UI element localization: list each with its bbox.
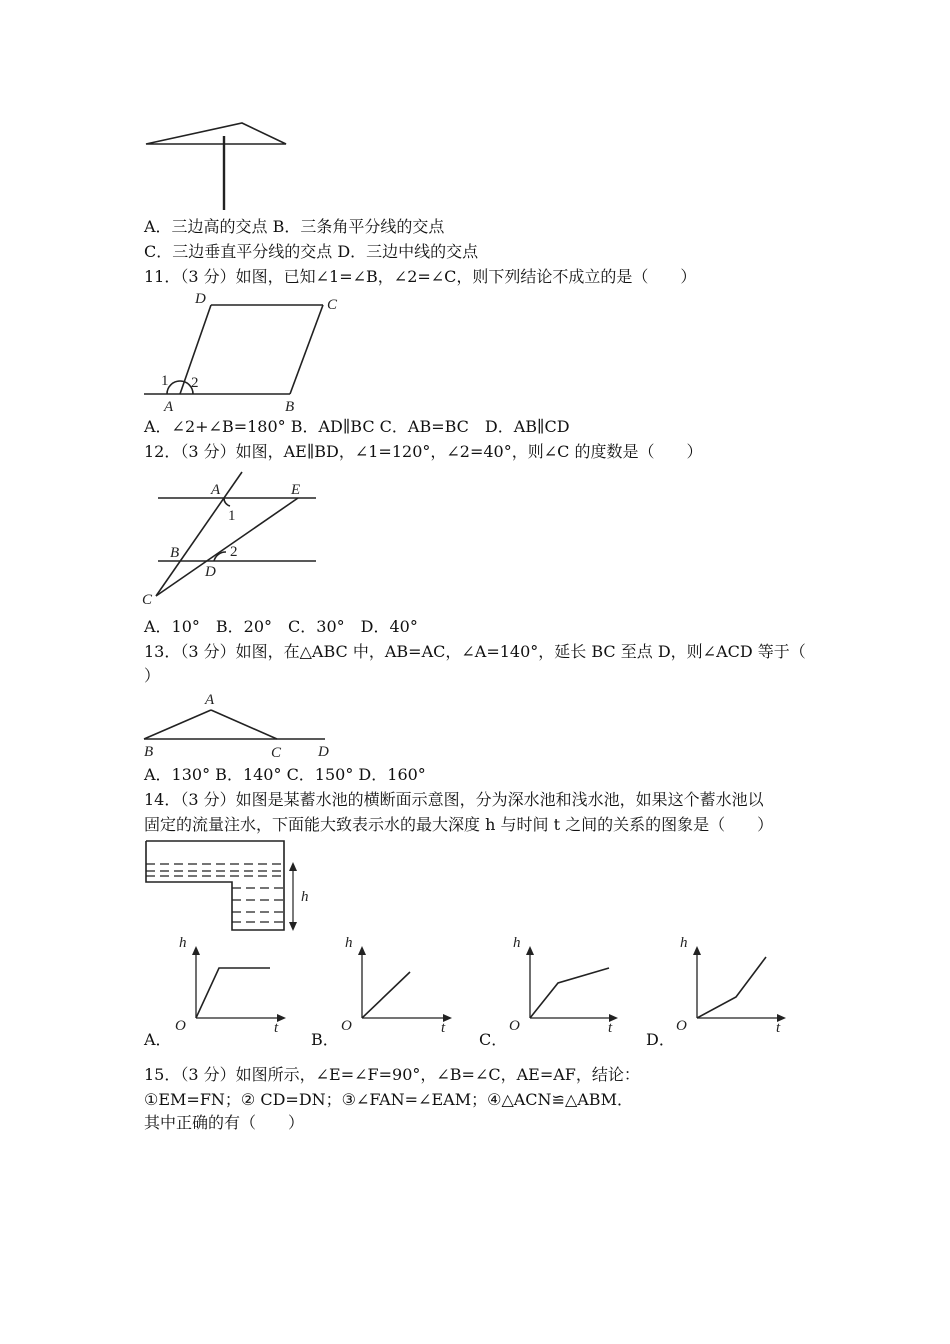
q11-label-2: 2 <box>191 375 199 391</box>
q13-label-A: A <box>205 692 215 708</box>
q12-label-E: E <box>291 482 301 498</box>
q13-label-B: B <box>144 744 154 760</box>
q14-graph-a-h: h <box>179 935 187 951</box>
q13-label-C: C <box>271 745 282 761</box>
q14-graph-d-curve <box>697 957 766 1018</box>
q11-stem: 11．（3 分）如图，已知∠1=∠B，∠2=∠C，则下列结论不成立的是（ ） <box>144 267 697 286</box>
q13-label-D: D <box>318 744 329 760</box>
q12-label-D: D <box>205 564 216 580</box>
q13-stem-line1: 13．（3 分）如图，在△ABC 中，AB=AC，∠A=140°，延长 BC 至点 D，则∠ACD 等于（ <box>144 642 806 661</box>
q12-label-C: C <box>142 592 153 608</box>
q11-label-D: D <box>195 291 206 307</box>
q13-options: A．130° B．140° C．150° D．160° <box>144 765 426 784</box>
q14-option-b-label: B． <box>311 1030 339 1049</box>
q14-stem-line2: 固定的流量注水，下面能大致表示水的最大深度 h 与时间 t 之间的关系的图象是（ ） <box>144 815 774 834</box>
q14-graph-c-t: t <box>608 1020 613 1036</box>
q10-options-line1: A．三边高的交点 B．三条角平分线的交点 <box>144 217 445 236</box>
q14-depth-label: h <box>301 889 309 905</box>
q11-label-C: C <box>327 297 338 313</box>
q14-graph-b-h: h <box>345 935 353 951</box>
q14-graph-b-t: t <box>441 1020 446 1036</box>
q12-label-A: A <box>211 482 221 498</box>
q15-question: 其中正确的有（ ） <box>144 1113 305 1132</box>
q11-label-B: B <box>285 399 295 415</box>
q12-label-1: 1 <box>228 508 236 524</box>
q14-option-d-label: D． <box>646 1030 675 1049</box>
q14-graph-d-t: t <box>776 1020 781 1036</box>
q13-stem-line2: ） <box>144 666 161 685</box>
q14-option-a-label: A． <box>144 1030 172 1049</box>
q14-option-c-label: C． <box>479 1030 508 1049</box>
q12-label-2: 2 <box>230 544 238 560</box>
q15-stem: 15．（3 分）如图所示，∠E=∠F=90°，∠B=∠C，AE=AF，结论： <box>144 1065 640 1084</box>
q14-graph-c-h: h <box>513 935 521 951</box>
q11-label-1: 1 <box>161 373 169 389</box>
q14-graph-a-o: O <box>175 1018 186 1034</box>
q14-graph-d-o: O <box>676 1018 687 1034</box>
q14-graph-d-h: h <box>680 935 688 951</box>
q12-stem: 12．（3 分）如图，AE∥BD，∠1=120°，∠2=40°，则∠C 的度数是（ ） <box>144 442 703 461</box>
q14-stem-line1: 14．（3 分）如图是某蓄水池的横断面示意图，分为深水池和浅水池，如果这个蓄水池以 <box>144 790 764 809</box>
q15-conclusions: ①EM=FN；② CD=DN；③∠FAN=∠EAM；④△ACN≌△ABM． <box>144 1090 633 1109</box>
q11-label-A: A <box>164 399 174 415</box>
q12-options: A．10° B．20° C．30° D．40° <box>144 617 418 636</box>
q14-graph-c-o: O <box>509 1018 520 1034</box>
q14-graph-b-o: O <box>341 1018 352 1034</box>
q11-options: A．∠2+∠B=180° B．AD∥BC C．AB=BC D．AB∥CD <box>144 417 570 436</box>
q14-graph-a-t: t <box>274 1020 279 1036</box>
q12-label-B: B <box>170 545 180 561</box>
q10-options-line2: C．三边垂直平分线的交点 D．三边中线的交点 <box>144 242 479 261</box>
